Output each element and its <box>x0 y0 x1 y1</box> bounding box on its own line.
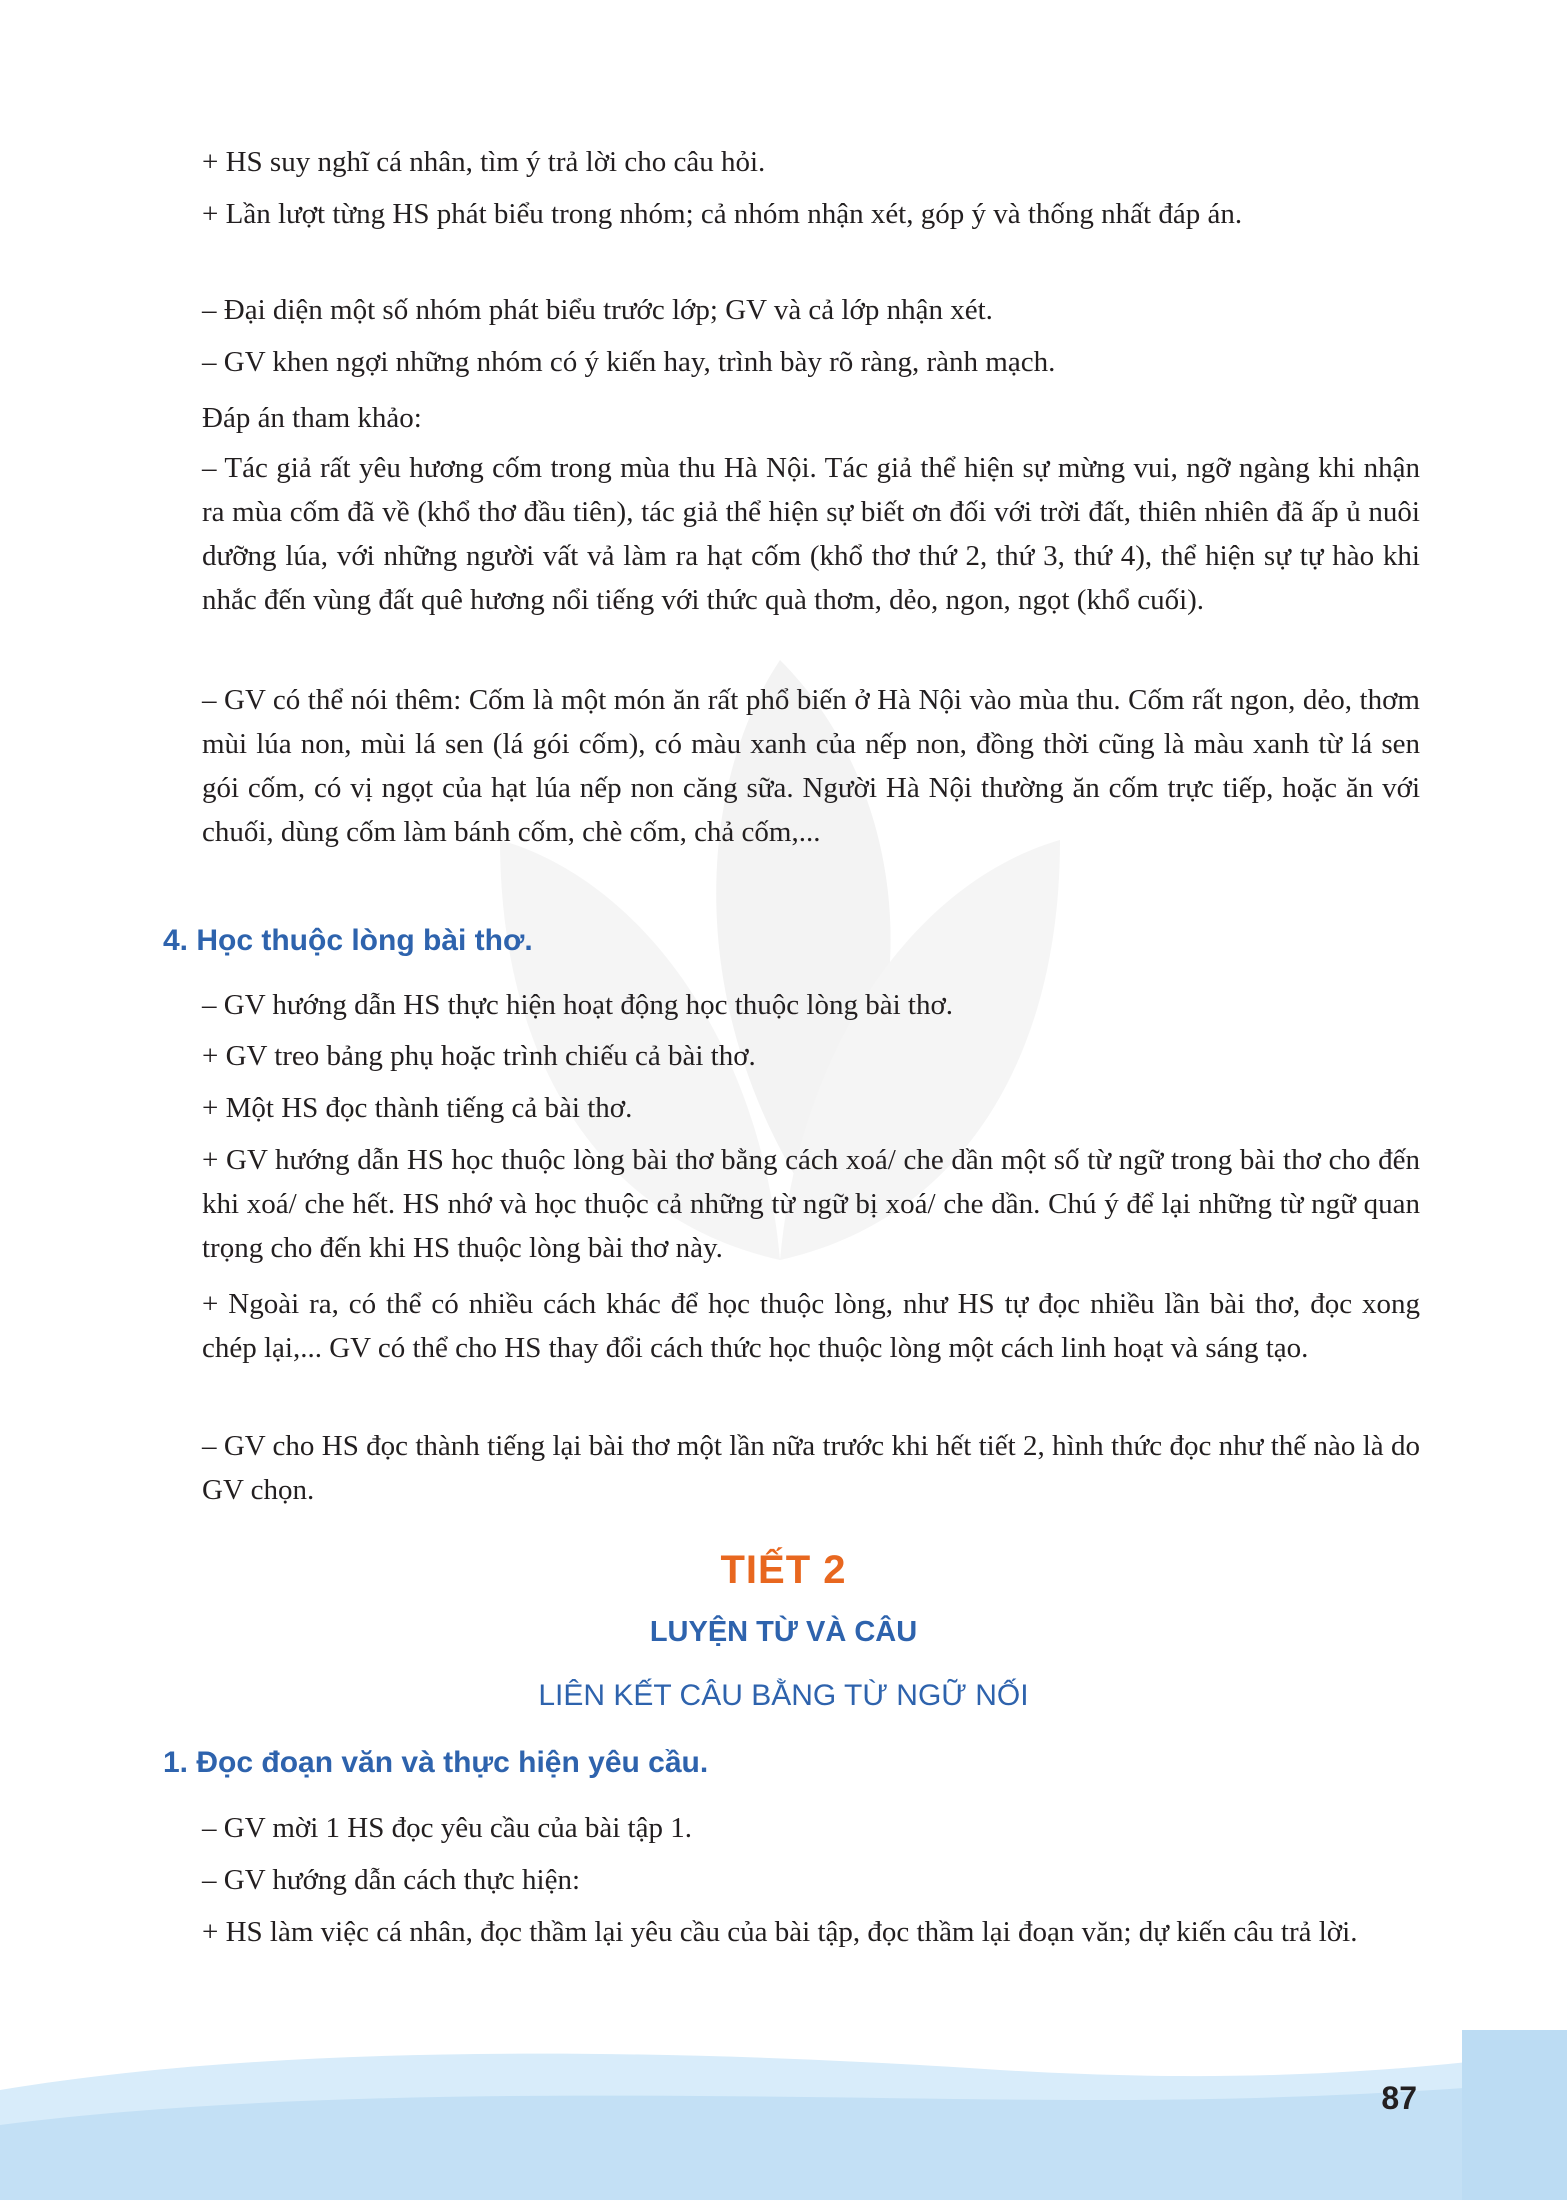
paragraph: + Ngoài ra, có thể có nhiều cách khác để học thuộc lòng, như HS tự đọc nhiều lần bài thơ, đọc xong chép lại,... GV có thể cho HS thay đổi cách thức học thuộc lòng một cách linh hoạt và sáng tạo. <box>202 1288 1420 1364</box>
paragraph: – Tác giả rất yêu hương cốm trong mùa thu Hà Nội. Tác giả thể hiện sự mừng vui, ngỡ ngàng khi nhận ra mùa cốm đã về (khổ thơ đầu tiên), tác giả thể hiện sự biết ơn đối với trời đất, thiên nhiên đã ấp ủ nuôi dưỡng lúa, với những người vất vả làm ra hạt cốm (khổ thơ thứ 2, thứ 3, thứ 4), thể hiện sự tự hào khi nhắc đến vùng đất quê hương nổi tiếng với thức quà thơm, dẻo, ngon, ngọt (khổ cuối). <box>202 452 1420 616</box>
lesson-title: TIẾT 2 <box>720 1548 847 1592</box>
paragraph: – GV hướng dẫn cách thực hiện: <box>202 1864 581 1896</box>
paragraph: – GV có thể nói thêm: Cốm là một món ăn rất phổ biến ở Hà Nội vào mùa thu. Cốm rất ngon, dẻo, thơm mùi lúa non, mùi lá sen (lá gói cốm), có màu xanh của nếp non, đồng thời cũng là màu xanh từ lá sen gói cốm, có vị ngọt của hạt lúa nếp non căng sữa. Người Hà Nội thường ăn cốm trực tiếp, hoặc ăn với chuối, dùng cốm làm bánh cốm, chè cốm, chả cốm,... <box>202 684 1420 848</box>
lesson-topic: LIÊN KẾT CÂU BẰNG TỪ NGỮ NỐI <box>538 1679 1029 1712</box>
paragraph: + Lần lượt từng HS phát biểu trong nhóm; cả nhóm nhận xét, góp ý và thống nhất đáp án. <box>202 198 1243 230</box>
paragraph: + GV treo bảng phụ hoặc trình chiếu cả bài thơ. <box>202 1040 756 1072</box>
paragraph: + HS làm việc cá nhân, đọc thầm lại yêu cầu của bài tập, đọc thầm lại đoạn văn; dự kiến câu trả lời. <box>202 1916 1358 1948</box>
page-number: 87 <box>1381 2080 1417 2116</box>
footer-wave <box>0 2030 1567 2200</box>
paragraph: – GV cho HS đọc thành tiếng lại bài thơ một lần nữa trước khi hết tiết 2, hình thức đọc như thế nào là do GV chọn. <box>202 1430 1420 1506</box>
paragraph: – GV mời 1 HS đọc yêu cầu của bài tập 1. <box>202 1812 692 1844</box>
paragraph: + HS suy nghĩ cá nhân, tìm ý trả lời cho câu hỏi. <box>202 146 766 178</box>
section-heading-4: 4. Học thuộc lòng bài thơ. <box>163 924 533 957</box>
lesson-subtitle: LUYỆN TỪ VÀ CÂU <box>649 1616 918 1648</box>
paragraph: + GV hướng dẫn HS học thuộc lòng bài thơ bằng cách xoá/ che dần một số từ ngữ trong bài thơ cho đến khi xoá/ che hết. HS nhớ và học thuộc cả những từ ngữ bị xoá/ che dần. Chú ý để lại những từ ngữ quan trọng cho đến khi HS thuộc lòng bài thơ này. <box>202 1144 1420 1264</box>
paragraph: – GV khen ngợi những nhóm có ý kiến hay, trình bày rõ ràng, rành mạch. <box>202 346 1056 378</box>
paragraph: + Một HS đọc thành tiếng cả bài thơ. <box>202 1092 633 1124</box>
paragraph: Đáp án tham khảo: <box>202 402 422 434</box>
section-heading-1: 1. Đọc đoạn văn và thực hiện yêu cầu. <box>163 1746 709 1779</box>
paragraph: – GV hướng dẫn HS thực hiện hoạt động học thuộc lòng bài thơ. <box>202 989 954 1021</box>
paragraph: – Đại diện một số nhóm phát biểu trước lớp; GV và cả lớp nhận xét. <box>202 294 993 326</box>
